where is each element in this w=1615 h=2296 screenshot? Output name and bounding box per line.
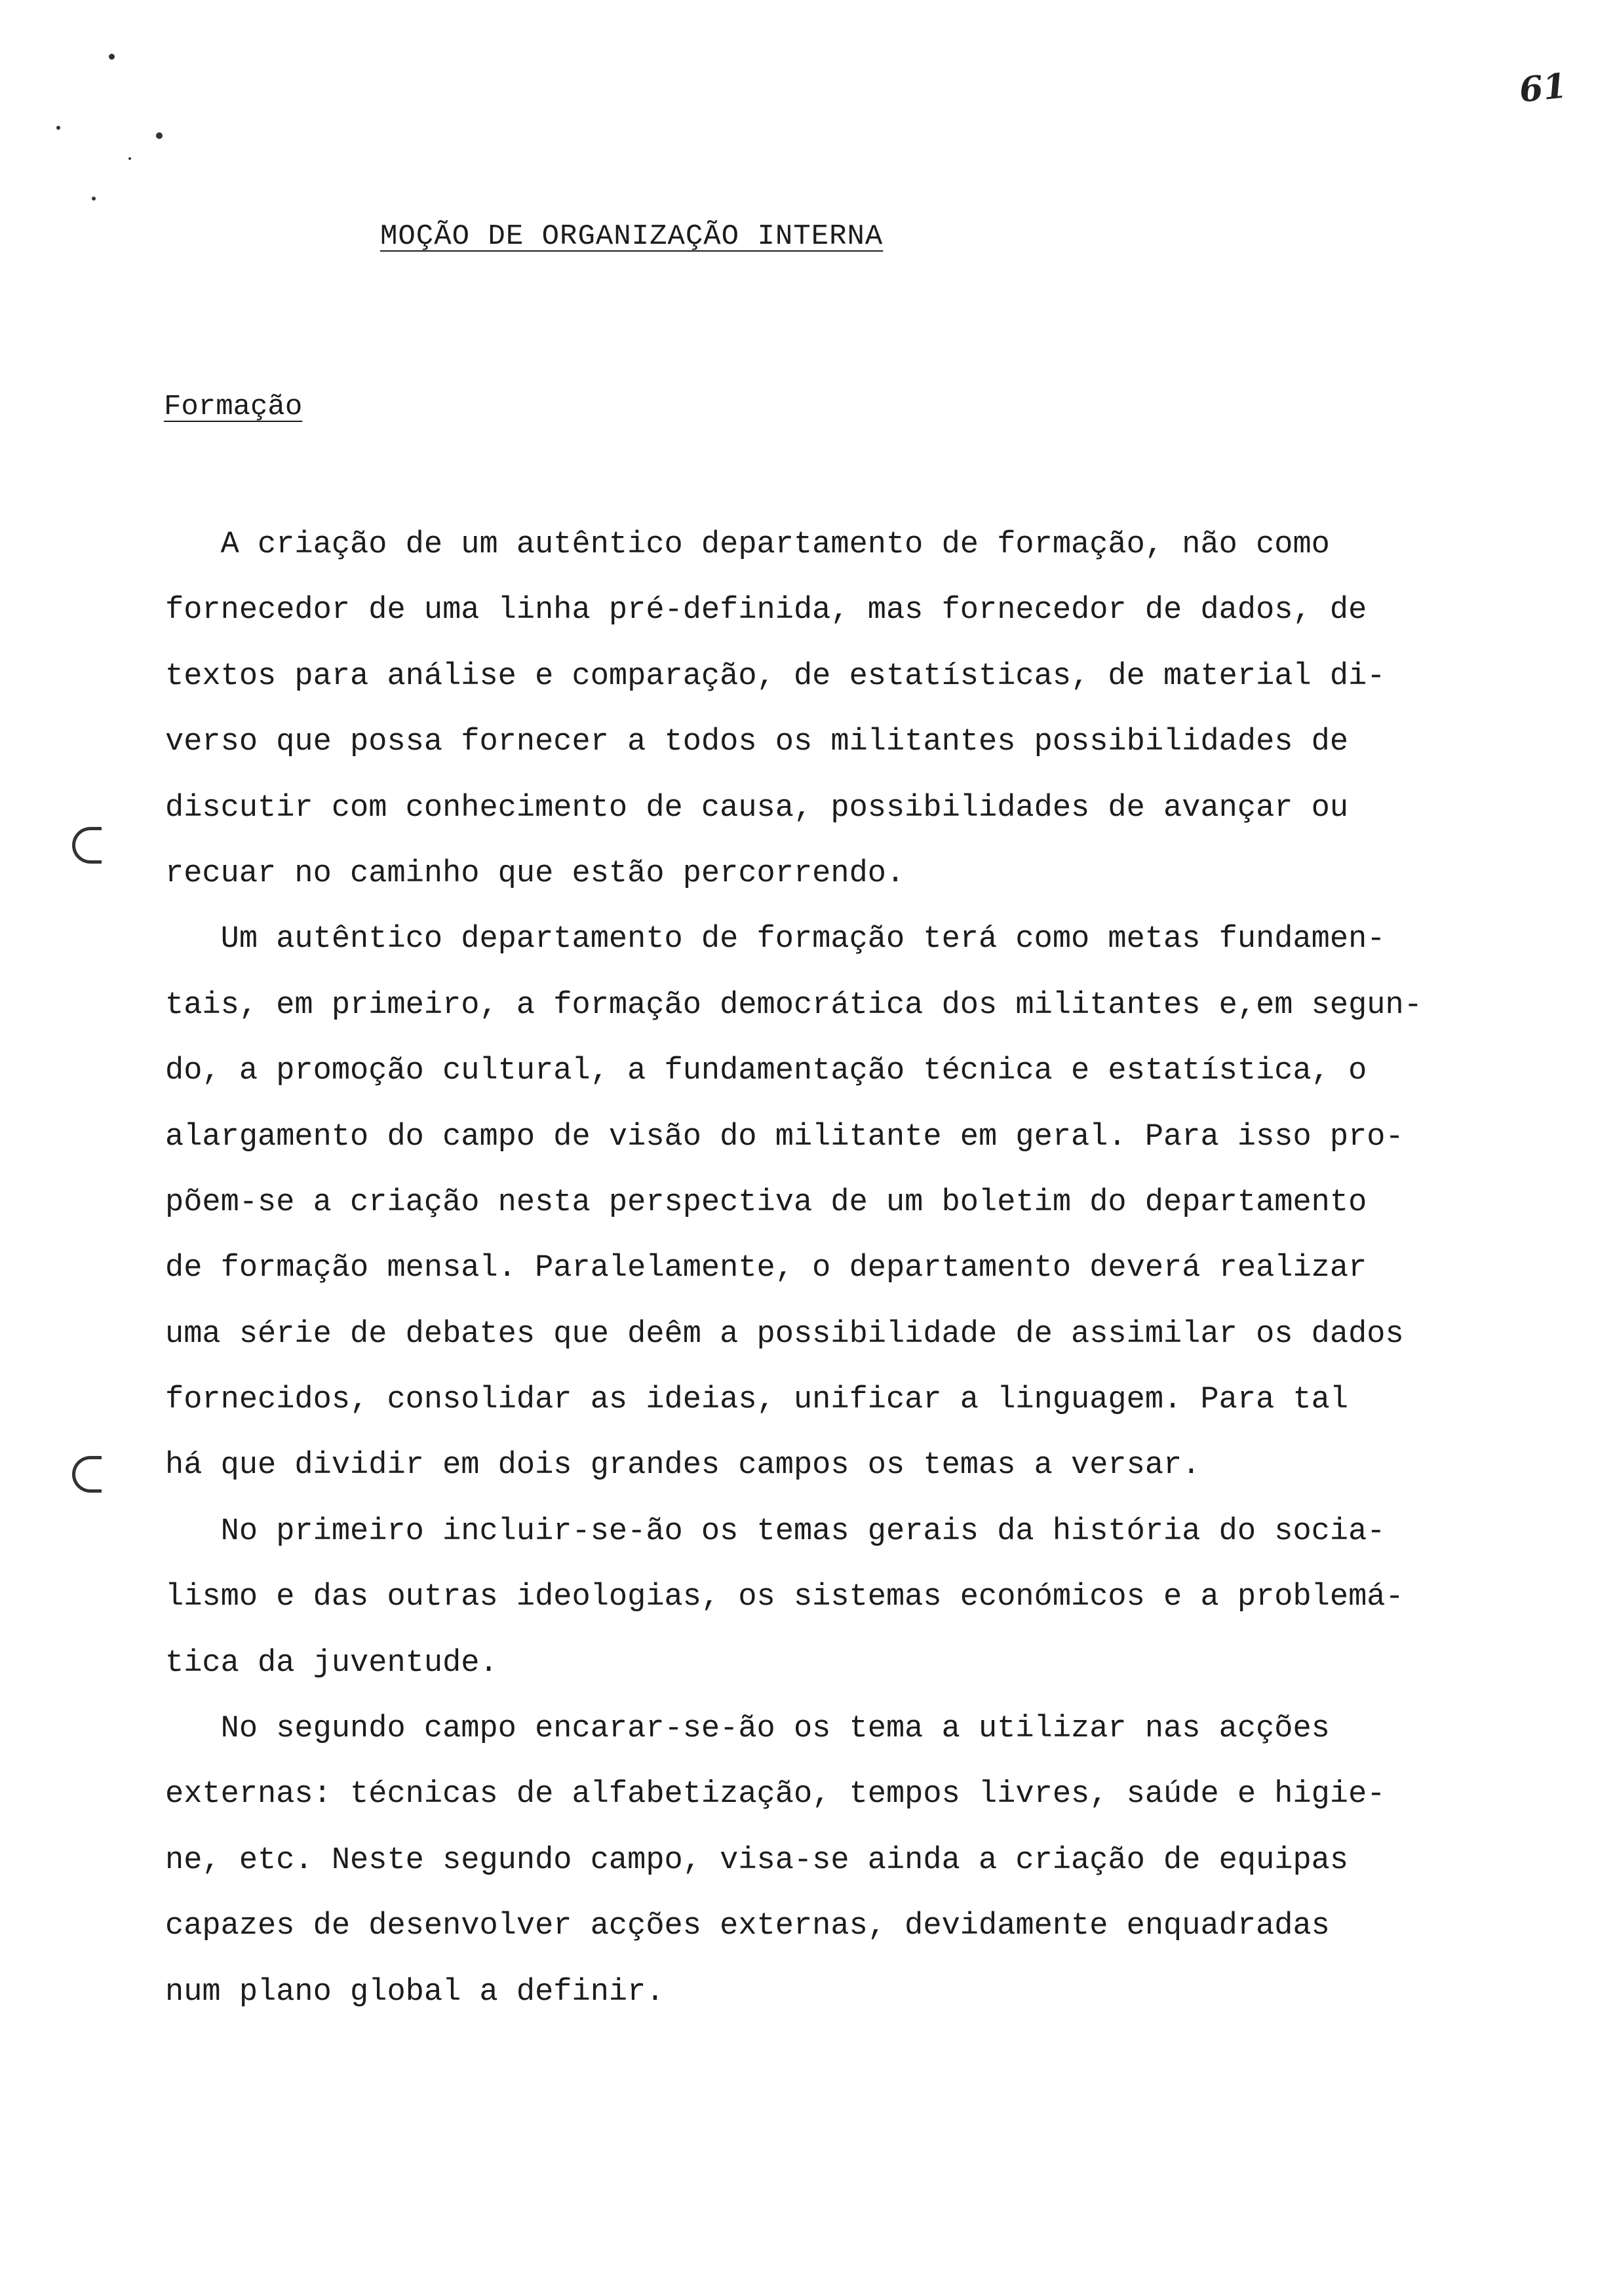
text-line: fornecedor de uma linha pré-definida, mas fornecedor de dados, de [165, 593, 1367, 628]
scan-speck [128, 157, 131, 160]
text-line: num plano global a definir. [165, 1974, 665, 2010]
binding-hole-mark [72, 1456, 102, 1493]
page-number: 61 [1517, 66, 1569, 111]
text-line: do, a promoção cultural, a fundamentação técnica e estatística, o [165, 1054, 1367, 1089]
scan-speck [92, 197, 96, 201]
section-heading: Formação [164, 391, 303, 423]
binding-hole-mark [72, 827, 102, 864]
text-line: No segundo campo encarar-se-ão os tema a utilizar nas acções [165, 1712, 1330, 1747]
text-line: textos para análise e comparação, de estatísticas, de material di- [165, 659, 1386, 694]
text-line: uma série de debates que deêm a possibilidade de assimilar os dados [165, 1316, 1404, 1352]
text-line: tica da juventude. [165, 1645, 498, 1681]
text-line: há que dividir em dois grandes campos os temas a versar. [165, 1448, 1201, 1483]
text-line: discutir com conhecimento de causa, possibilidades de avançar ou [165, 790, 1349, 826]
text-line: recuar no caminho que estão percorrendo. [165, 856, 905, 891]
text-line: ne, etc. Neste segundo campo, visa-se ainda a criação de equipas [165, 1843, 1349, 1878]
text-line: Um autêntico departamento de formação terá como metas fundamen- [165, 922, 1386, 957]
text-line: de formação mensal. Paralelamente, o departamento deverá realizar [165, 1251, 1367, 1286]
text-line: fornecidos, consolidar as ideias, unificar a linguagem. Para tal [165, 1383, 1349, 1418]
scan-speck [56, 126, 60, 130]
text-line: alargamento do campo de visão do militante em geral. Para isso pro- [165, 1119, 1404, 1155]
scan-speck [156, 132, 163, 139]
text-line: capazes de desenvolver acções externas, devidamente enquadradas [165, 1909, 1330, 1944]
scan-speck [109, 54, 115, 60]
text-line: No primeiro incluir-se-ão os temas gerais da história do socia- [165, 1514, 1386, 1549]
text-line: externas: técnicas de alfabetização, tempos livres, saúde e higie- [165, 1777, 1386, 1812]
text-line: A criação de um autêntico departamento de formação, não como [165, 527, 1330, 562]
text-line: lismo e das outras ideologias, os sistemas económicos e a problemá- [165, 1580, 1404, 1615]
text-line: verso que possa fornecer a todos os militantes possibilidades de [165, 725, 1349, 760]
page-title: MOÇÃO DE ORGANIZAÇÃO INTERNA [380, 220, 884, 253]
body-text [165, 512, 1535, 2025]
text-line: tais, em primeiro, a formação democrática dos militantes e,em segun- [165, 987, 1422, 1023]
text-line: põem-se a criação nesta perspectiva de um boletim do departamento [165, 1185, 1367, 1220]
